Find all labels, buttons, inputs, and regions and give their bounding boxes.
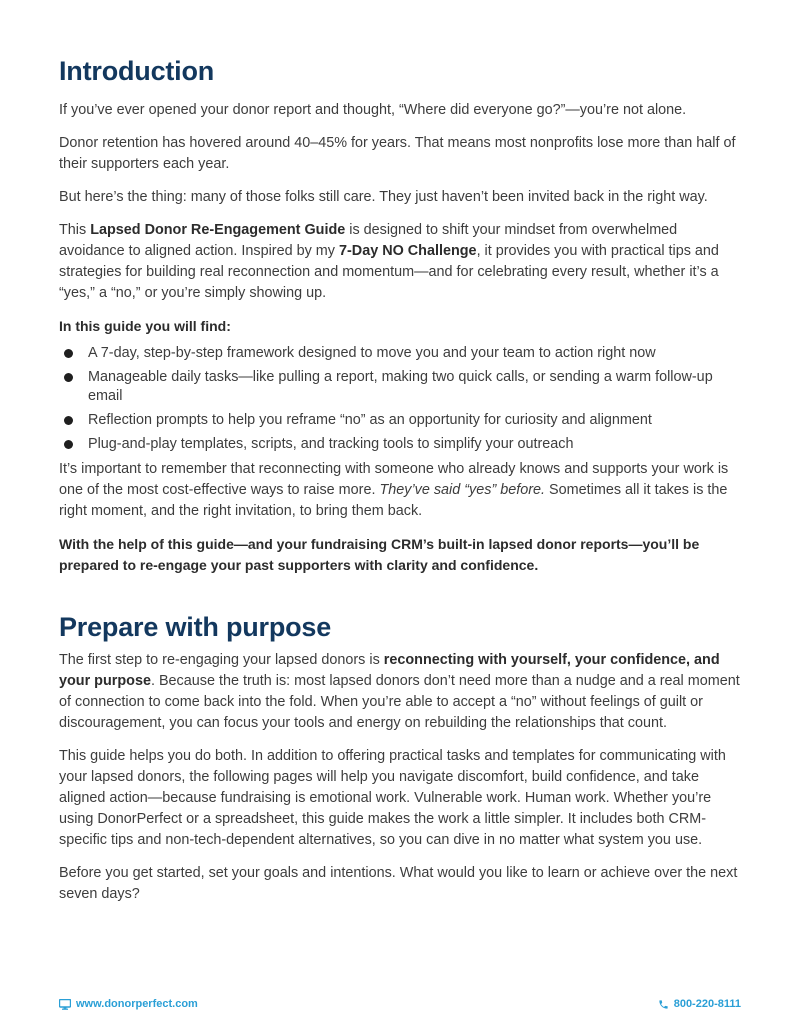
text-run: This (59, 222, 91, 238)
bullet-dot-icon (64, 440, 73, 449)
bullet-item (59, 435, 743, 454)
page-content (59, 54, 743, 917)
intro-paragraph-2: Donor retention has hovered around 40–45% for years. That means most nonprofits lose more than half of their supporters each year. (59, 135, 736, 172)
monitor-icon (59, 999, 71, 1010)
purpose-bold: reconnecting with yourself, your confidence, and your purpose (59, 652, 720, 689)
text-run: is designed to shift your mindset from overwhelmed avoidance to aligned action. Inspired by my (59, 222, 678, 259)
feature-bullet-list (59, 344, 743, 454)
introduction-heading: Introduction (59, 56, 215, 86)
text-run: It’s important to remember that reconnecting with someone who already knows and supports your work is one of the most cost-effective ways to raise more. (59, 461, 729, 498)
phone-icon (658, 999, 669, 1010)
intro-paragraph-6: With the help of this guide—and your fundraising CRM’s built-in lapsed donor reports—you’ll be prepared to re-engage your past supporters with clarity and confidence. (59, 536, 700, 573)
bullet-text: Plug-and-play templates, scripts, and tracking tools to simplify your outreach (88, 436, 574, 452)
bullet-item (59, 344, 743, 363)
prepare-section (59, 610, 743, 905)
phone-link[interactable] (658, 998, 741, 1010)
prepare-paragraph-1 (59, 650, 743, 734)
challenge-name-bold: 7-Day NO Challenge (339, 243, 477, 259)
guide-name-bold: Lapsed Donor Re-Engagement Guide (90, 222, 346, 238)
bullet-item (59, 411, 743, 430)
intro-paragraph-4 (59, 220, 743, 304)
bullet-item (59, 368, 743, 406)
text-run: The first step to re-engaging your lapsed donors is (59, 652, 384, 668)
text-run: . Because the truth is: most lapsed donors don’t need more than a nudge and a real moment of connection to come back into the fold. When you’re able to accept a “no” without feelings of guilt or discouragement, you can focus your tools and energy on rebuilding the relationships that count. (59, 673, 740, 731)
italic-emphasis: They’ve said “yes” before. (379, 482, 546, 498)
intro-paragraph-5 (59, 459, 743, 522)
text-run: , it provides you with practical tips and strategies for building real reconnection and momentum—and for celebrating every result, whether it’s a “yes,” a “no,” or you’re simply showing up. (59, 243, 719, 301)
intro-paragraph-1: If you’ve ever opened your donor report and thought, “Where did everyone go?”—you’re not alone. (59, 102, 687, 118)
prepare-paragraph-2: This guide helps you do both. In addition to offering practical tasks and templates for communicating with your lapsed donors, the following pages will help you navigate discomfort, build confidence, and take aligned action—because fundraising is emotional work. Vulnerable work. Human work. Whether you’re using DonorPerfect or a spreadsheet, this guide makes the work a little simpler. It includes both CRM-specific tips and non-tech-dependent alternatives, so you can dive in no matter what system you use. (59, 748, 726, 848)
find-heading: In this guide you will find: (59, 318, 231, 334)
bullet-text: A 7-day, step-by-step framework designed to move you and your team to action right now (88, 345, 656, 361)
website-link[interactable] (59, 998, 198, 1010)
prepare-paragraph-3: Before you get started, set your goals and intentions. What would you like to learn or achieve over the next seven days? (59, 865, 738, 902)
page-footer (59, 998, 741, 1016)
bullet-dot-icon (64, 373, 73, 382)
introduction-section (59, 54, 743, 576)
bullet-text: Reflection prompts to help you reframe “no” as an opportunity for curiosity and alignment (88, 412, 652, 428)
website-text: www.donorperfect.com (76, 998, 198, 1010)
phone-text: 800-220-8111 (673, 998, 741, 1010)
bullet-dot-icon (64, 416, 73, 425)
intro-paragraph-3: But here’s the thing: many of those folks still care. They just haven’t been invited back in the right way. (59, 189, 708, 205)
text-run: Sometimes all it takes is the right moment, and the right invitation, to bring them back. (59, 482, 728, 519)
prepare-heading: Prepare with purpose (59, 612, 332, 642)
bullet-dot-icon (64, 349, 73, 358)
bullet-text: Manageable daily tasks—like pulling a report, making two quick calls, or sending a warm follow-up email (88, 369, 713, 404)
